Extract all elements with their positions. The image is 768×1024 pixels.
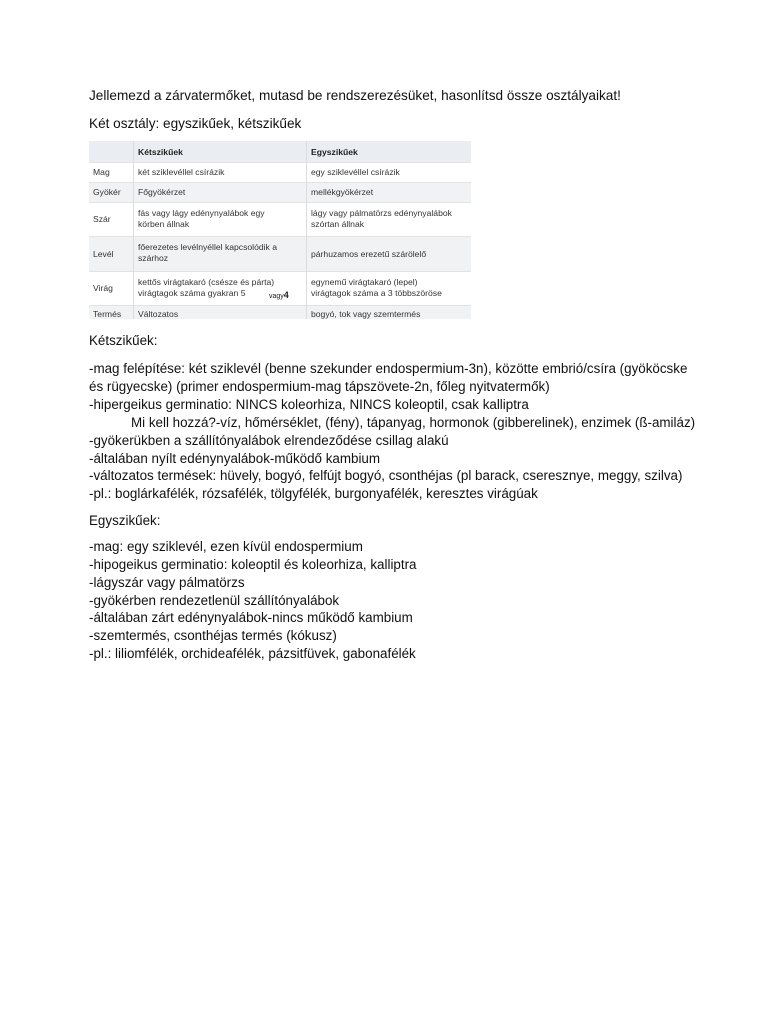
monocot-line: -gyökérben rendezetlenül szállítónyalábok — [89, 593, 340, 608]
table-header-monocot: Egyszikűek — [311, 147, 358, 157]
monocot-cell: virágtagok száma a 3 többszöröse — [311, 288, 442, 298]
dicot-line: -gyökerükben a szállítónyalábok elrendeződése csillag alakú — [89, 433, 449, 448]
table-header-dicot: Kétszikűek — [138, 147, 183, 157]
note-big: 4 — [283, 290, 289, 300]
dicot-line: -általában nyílt edénynyalábok-működő kambium — [89, 451, 381, 466]
dicot-line: -változatos termések: hüvely, bogyó, felfújt bogyó, csonthéjas (pl barack, cseresznye, meggy, szilva) — [89, 468, 683, 483]
monocot-cell: egy sziklevéllel csírázik — [311, 167, 400, 177]
dicot-cell: körben állnak — [138, 219, 190, 229]
monocot-line: -lágyszár vagy pálmatörzs — [89, 575, 245, 590]
dicot-line: és rügyecske) (primer endospermium-mag tápszövete-2n, főleg nyitvatermők) — [89, 379, 550, 394]
dicot-line: -pl.: boglárkafélék, rózsafélék, tölgyfélék, burgonyafélék, keresztes virágúak — [89, 486, 538, 501]
dicot-cell: Főgyökérzet — [138, 187, 186, 197]
column-divider — [306, 141, 307, 319]
monocot-line: -mag: egy sziklevél, ezen kívül endospermium — [89, 539, 363, 554]
row-label: Mag — [93, 167, 110, 177]
table-row — [89, 237, 471, 272]
table-row — [89, 272, 471, 306]
table-row — [89, 306, 471, 319]
dicot-cell: fás vagy lágy edénynyalábok egy — [138, 208, 265, 218]
monocot-cell: egynemű virágtakaró (lepel) — [311, 277, 418, 287]
dicot-cell: kettős virágtakaró (csésze és párta) — [138, 277, 275, 287]
table-row — [89, 183, 471, 203]
note-small: vagy — [269, 293, 284, 300]
monocot-line: -szemtermés, csonthéjas termés (kókusz) — [89, 628, 337, 643]
row-label: Gyökér — [93, 187, 121, 197]
monocot-cell: lágy vagy pálmatörzs edénynyalábok — [311, 208, 452, 218]
monocot-cell: mellékgyökérzet — [311, 187, 374, 197]
monocot-cell: szórtan állnak — [311, 219, 365, 229]
monocot-cell: bogyó, tok vagy szemtermés — [311, 309, 421, 319]
table-header-row — [89, 141, 471, 163]
page-title: Jellemezd a zárvatermőket, mutasd be rendszerezésüket, hasonlítsd össze osztályaikat! — [89, 88, 621, 103]
dicot-line: -hipergeikus germinatio: NINCS koleorhiza, NINCS koleoptil, csak kalliptra — [89, 397, 529, 412]
monocot-line: -általában zárt edénynyalábok-nincs működő kambium — [89, 610, 413, 625]
monocot-line: -pl.: liliomfélék, orchideafélék, pázsitfüvek, gabonafélék — [89, 646, 416, 661]
row-label: Szár — [93, 214, 111, 224]
comparison-table — [89, 141, 471, 319]
dicot-line: -mag felépítése: két sziklevél (benne szekunder endospermium-3n), között​e embrió/csíra (gyököcske — [89, 361, 688, 376]
dicot-cell: szárhoz — [138, 253, 169, 263]
monocot-line: -hipogeikus germinatio: koleoptil és koleorhiza, kalliptra — [89, 557, 417, 572]
page-subtitle: Két osztály: egyszikűek, kétszikűek — [89, 116, 302, 131]
dicot-cell: főerezetes levélnyéllel kapcsolódik a — [138, 242, 278, 252]
handwritten-note — [269, 290, 289, 300]
column-divider — [133, 141, 134, 319]
row-label: Virág — [93, 283, 113, 293]
dicot-cell: két sziklevéllel csírázik — [138, 167, 225, 177]
dicot-heading: Kétszikűek: — [89, 333, 158, 348]
table-row — [89, 163, 471, 183]
monocot-heading: Egyszikűek: — [89, 513, 161, 528]
table-row — [89, 203, 471, 237]
row-label: Levél — [93, 249, 114, 259]
dicot-cell: virágtagok száma gyakran 5 — [138, 288, 246, 298]
monocot-cell: párhuzamos erezetű szárölelő — [311, 249, 427, 259]
row-label: Termés — [93, 309, 122, 319]
dicot-line: Mi kell hozzá?-víz, hőmérséklet, (fény), tápanyag, hormonok (gibberelinek), enzimek (ß-amiláz) — [131, 415, 696, 430]
dicot-cell: Változatos — [138, 309, 179, 319]
